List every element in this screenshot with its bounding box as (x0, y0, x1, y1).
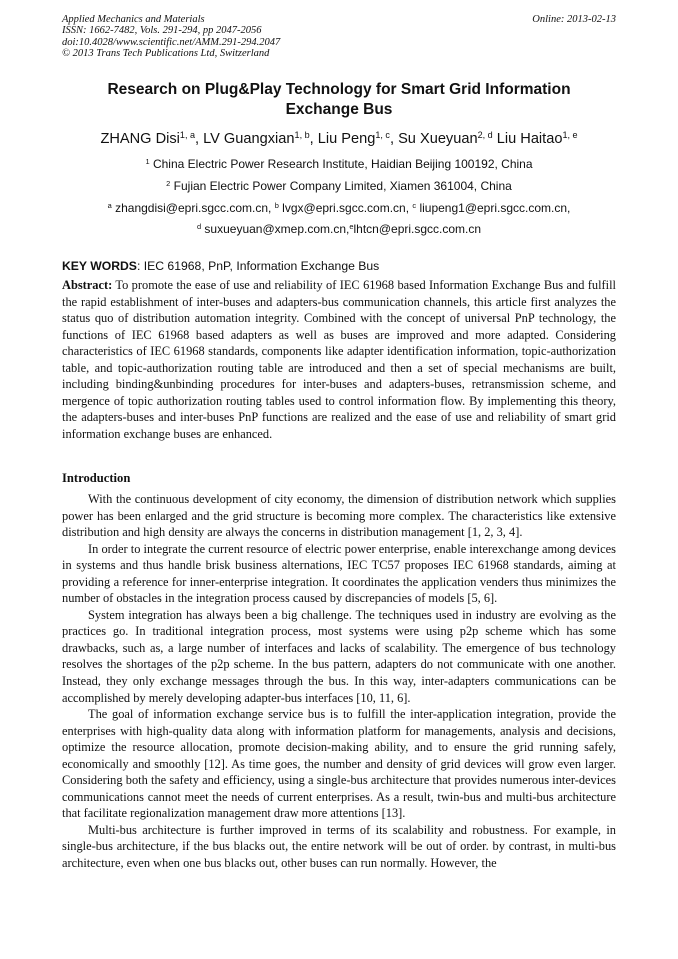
paragraph: The goal of information exchange service bus is to fulfill the inter-application integration, provide the enterprises with high-quality data along with information platform for managements, analysis and decisions, optimize the resource allocation, promote decision-making ability, and to ensure the grid running safely, economically and smoothly [12]. As time goes, the number and density of grid devices will grow even larger. Considering both the safety and efficiency, using a single-bus architecture that provides numerous inter-devices communications cannot meet the needs of current enterprises. As a result, twin-bus and multi-bus architecture that facilitate regionalization management draw more attentions [13]. (62, 707, 616, 821)
journal-name: Applied Mechanics and Materials (62, 14, 205, 25)
author-list (62, 129, 616, 149)
title-line-1: Research on Plug&Play Technology for Smart Grid Information (107, 81, 571, 98)
paragraph: With the continuous development of city economy, the dimension of distribution network which supplies power has been enlarged and the grid structure is becoming more complex. The characteristics like extensive distribution and high density are always the concerns in distribution management [1, 2, 3, 4]. (62, 492, 616, 540)
author: Liu Haitao$^{1, e}$ (496, 130, 578, 147)
online-date: Online: 2013-02-13 (532, 14, 616, 25)
abstract (62, 277, 616, 442)
doi-line: doi:10.4028/www.scientific.net/AMM.291-294.2047 (62, 36, 281, 48)
paper-title (62, 80, 616, 119)
email-line-2: $^d$ suxueyuan@xmep.com.cn,$^e$lhtcn@epri.sgcc.com.cn (196, 221, 482, 236)
author: ZHANG Disi$^{1, a}$, (100, 130, 204, 147)
paragraph: System integration has always been a big challenge. The techniques used in industry are evolving as the practices go. In traditional integration process, most systems were using p2p scheme which has some drawbacks, such as, a large number of interfaces and lacks of scalability. The emergence of bus technology resolves the shortages of the p2p scheme. In the bus pattern, adapters do not communicate with one another. Instead, they only exchange messages through the bus. In this way, inter-adapters communications can be accomplished by merely developing adapter-bus interfaces [10, 11, 6]. (62, 607, 616, 705)
title-line-2: Exchange Bus (285, 100, 393, 118)
keywords-text: : IEC 61968, PnP, Information Exchange Bus (136, 259, 380, 273)
paragraph: In order to integrate the current resource of electric power enterprise, enable interexchange among devices in systems and thus handle brisk business alternations, IEC TC57 proposes IEC 61968 standards, aiming at providing a reference for inner-enterprise integration. It coordinates the application venders thus minimizes the number of obstacles in the integration process caused by discrepancies of models [5, 6]. (62, 541, 616, 606)
author: Su Xueyuan$^{2, d}$ (398, 130, 493, 147)
issn-line: ISSN: 1662-7482, Vols. 291-294, pp 2047-2056 (62, 25, 262, 37)
journal-header (62, 14, 616, 60)
paragraph: Multi-bus architecture is further improved in terms of its scalability and robustness. For example, in single-bus architecture, if the bus blacks out, the entire network will be out of order. by contrast, in multi-bus architecture, even when one bus blacks out, other buses can run normally. However, the (62, 822, 616, 871)
keywords-label: KEY WORDS (62, 259, 137, 273)
author: LV Guangxian$^{1, b}$, (203, 130, 318, 147)
introduction-heading: Introduction (62, 471, 131, 485)
affiliation-2: $^2$ Fujian Electric Power Company Limited, Xiamen 361004, China (166, 178, 512, 193)
keywords (62, 258, 616, 274)
affiliation-1: $^1$ China Electric Power Research Institute, Haidian Beijing 100192, China (145, 156, 533, 171)
abstract-label: Abstract: (62, 278, 113, 292)
email-line-1: $^a$ zhangdisi@epri.sgcc.com.cn, $^b$ lvgx@epri.sgcc.com.cn, $^c$ liupeng1@epri.sgcc.com.cn, (107, 200, 571, 215)
author: Liu Peng$^{1, c}$, (317, 130, 399, 147)
introduction-body (62, 491, 616, 872)
abstract-text: To promote the ease of use and reliability of IEC 61968 based Information Exchange Bus and fulfill the rapid establishment of inter-buses and adapters-bus communication channels, this article first analyzes the status quo of distribution automation integrity. Combined with the concept of universal PnP technology, the functions of IEC 61968 based adapters as well as buses are improved and more adapted. Considering characteristics of IEC 61968 standards, components like adapter identification information, topic-authorization table, and topic-authorization routing table are introduced and then a set of special mechanisms are built, including binding&unbinding procedures for inter-buses and adapters-buses, retransmission scheme, and mergence of topic authorization routing tables used to control information flow. By implementing this theory, the adapters-buses and inter-buses PnP functions are realized and the ease of use and reliability of smart grid information exchange buses are enhanced. (62, 278, 616, 441)
copyright-line: © 2013 Trans Tech Publications Ltd, Switzerland (62, 48, 270, 60)
